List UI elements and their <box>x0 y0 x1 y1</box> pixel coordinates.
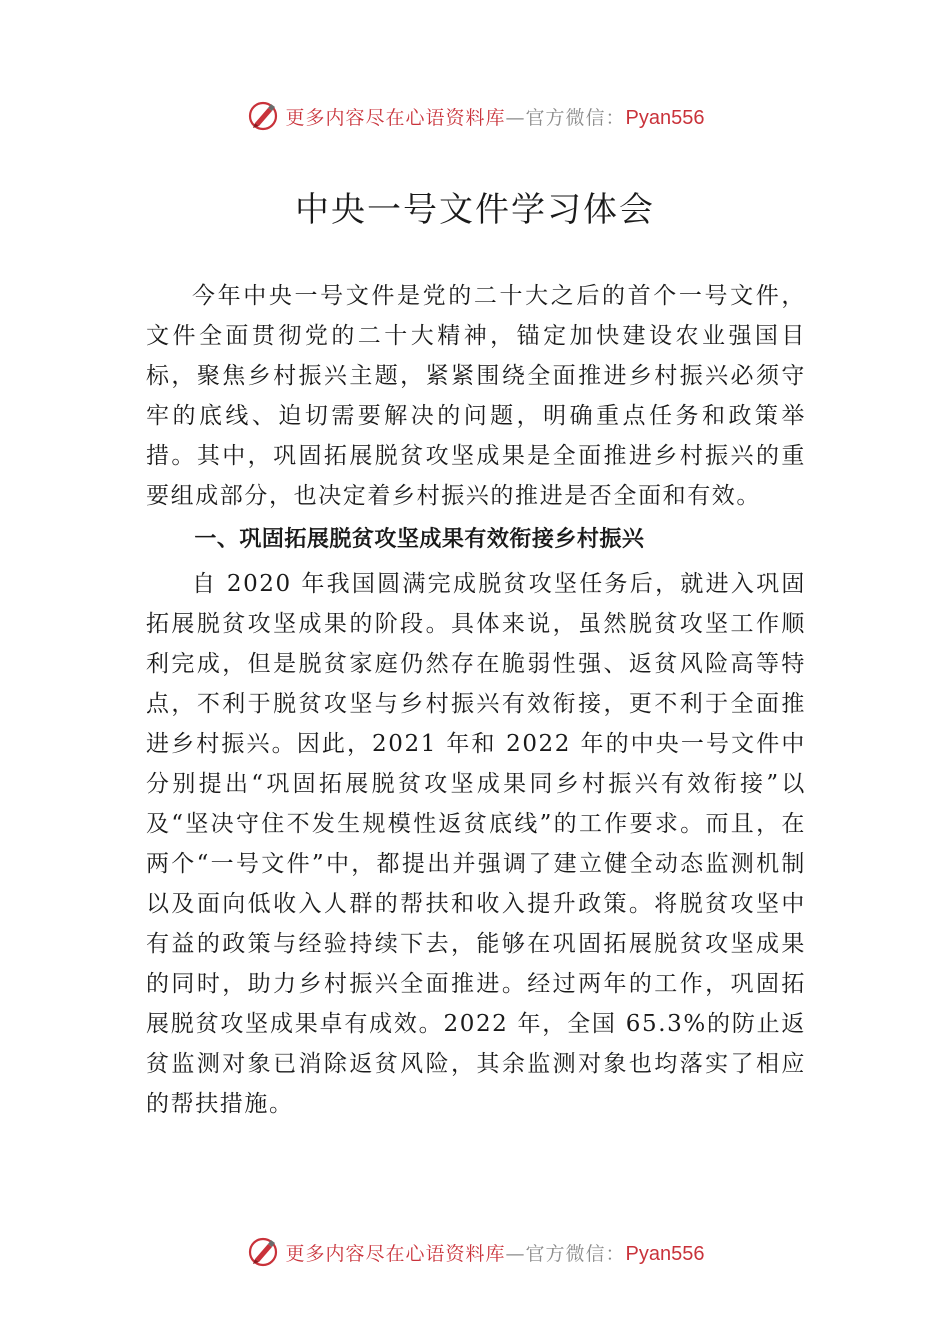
watermark-slogan: 更多内容尽在心语资料库 <box>285 106 506 129</box>
paragraph-section-1: 自 2020 年我国圆满完成脱贫攻坚任务后，就进入巩固拓展脱贫攻坚成果的阶段。具体来说，虽然脱贫攻坚工作顺利完成，但是脱贫家庭仍然存在脆弱性强、返贫风险高等特点，不利于脱贫攻坚与乡村振兴有效衔接，更不利于全面推进乡村振兴。因此，2021 年和 2022 年的中央一号文件中分别提出“巩固拓展脱贫攻坚成果同乡村振兴有效衔接”以及“坚决守住不发生规模性返贫底线”的工作要求。而且，在两个“一号文件”中，都提出并强调了建立健全动态监测机制以及面向低收入人群的帮扶和收入提升政策。将脱贫攻坚中有益的政策与经验持续下去，能够在巩固拓展脱贫攻坚成果的同时，助力乡村振兴全面推进。经过两年的工作，巩固拓展脱贫攻坚成果卓有成效。2022 年，全国 65.3%的防止返贫监测对象已消除返贫风险，其余监测对象也均落实了相应的帮扶措施。 <box>146 571 806 1117</box>
watermark-wechat-id: Pyan556 <box>625 106 705 129</box>
watermark-label: —官方微信： <box>505 1242 626 1265</box>
watermark-text <box>286 103 705 130</box>
watermark-footer <box>0 1232 950 1272</box>
paragraph-intro: 今年中央一号文件是党的二十大之后的首个一号文件，文件全面贯彻党的二十大精神，锚定加快建设农业强国目标，聚焦乡村振兴主题，紧紧围绕全面推进乡村振兴必须守牢的底线、迫切需要解决的问题，明确重点任务和政策举措。其中，巩固拓展脱贫攻坚成果是全面推进乡村振兴的重要组成部分，也决定着乡村振兴的推进是否全面和有效。 <box>146 283 806 509</box>
watermark-wechat-id: Pyan556 <box>625 1242 705 1265</box>
watermark-header <box>0 96 950 136</box>
section-heading: 一、巩固拓展脱贫攻坚成果有效衔接乡村振兴 <box>194 527 645 552</box>
pen-logo-icon <box>246 1235 280 1269</box>
watermark-slogan: 更多内容尽在心语资料库 <box>285 1242 506 1265</box>
document-body <box>146 276 806 1124</box>
document-title: 中央一号文件学习体会 <box>295 190 655 230</box>
watermark-label: —官方微信： <box>505 106 626 129</box>
pen-logo-icon <box>246 99 280 133</box>
watermark-text <box>286 1239 705 1266</box>
